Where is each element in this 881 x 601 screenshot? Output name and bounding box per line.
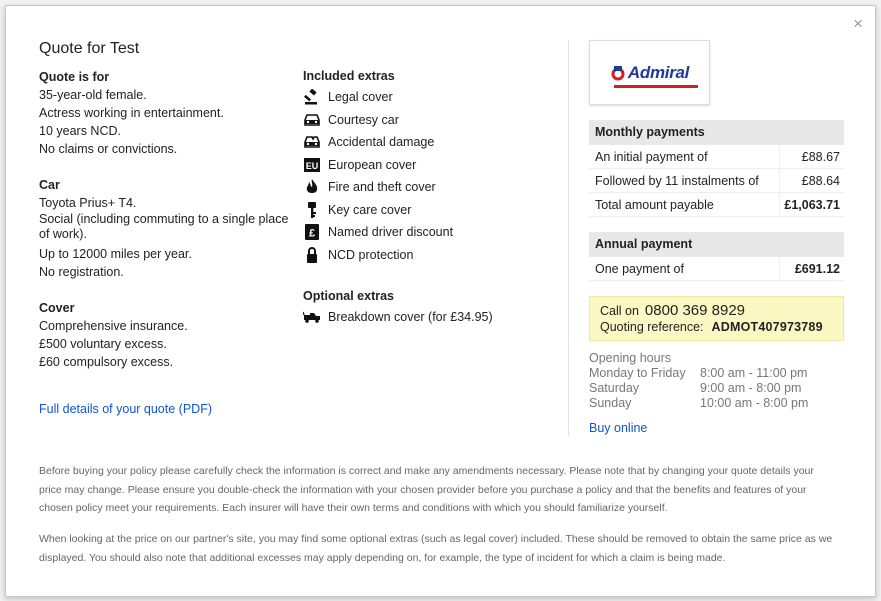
- extra-label: European cover: [328, 157, 417, 172]
- quote-dialog: [5, 5, 876, 597]
- extra-label: NCD protection: [328, 247, 414, 262]
- table-row: [589, 257, 844, 281]
- svg-text:£: £: [308, 227, 316, 240]
- provider-logo: [589, 40, 710, 105]
- optional-extras-section: [303, 288, 553, 329]
- section-heading: Quote is for: [39, 70, 110, 84]
- detail-line: Social (including commuting to a single place of work).: [39, 212, 289, 241]
- pdf-quote-link[interactable]: Full details of your quote (PDF): [39, 402, 212, 416]
- row-label: One payment of: [589, 257, 780, 280]
- car-section: [39, 176, 289, 281]
- table-row: [589, 193, 844, 217]
- extra-label: Breakdown cover (for £34.95): [328, 310, 493, 325]
- quote-details-column: [39, 68, 289, 389]
- table-row: [589, 145, 844, 169]
- provider-name: Admiral: [627, 62, 690, 82]
- logo-underline: [614, 85, 698, 88]
- extra-item: [303, 244, 553, 267]
- call-box: [589, 296, 844, 341]
- hours-day: Sunday: [589, 396, 632, 410]
- call-line: [600, 303, 833, 319]
- detail-line: 35-year-old female.: [39, 88, 147, 102]
- hours-day: Monday to Friday: [589, 366, 686, 380]
- hours-row: [589, 381, 808, 396]
- fire-icon: [303, 179, 321, 195]
- dialog-title: Quote for Test: [39, 40, 140, 57]
- section-heading: Included extras: [303, 69, 395, 83]
- key-icon: [303, 202, 321, 218]
- buy-online-link[interactable]: Buy online: [589, 421, 648, 435]
- section-heading: Car: [39, 178, 60, 192]
- hours-day: Saturday: [589, 381, 640, 395]
- row-value: £1,063.71: [784, 198, 840, 212]
- tow-truck-icon: [303, 309, 321, 325]
- cover-section: [39, 299, 289, 371]
- detail-line: Comprehensive insurance.: [39, 319, 188, 333]
- hours-time: 8:00 am - 11:00 pm: [700, 366, 808, 380]
- pound-icon: [303, 224, 321, 240]
- extra-label: Courtesy car: [328, 112, 399, 127]
- section-heading: Cover: [39, 301, 75, 315]
- detail-line: Up to 12000 miles per year.: [39, 247, 192, 261]
- extra-label: Named driver discount: [328, 225, 454, 240]
- hours-row: [589, 396, 808, 411]
- lock-icon: [303, 247, 321, 263]
- row-value: £88.67: [801, 150, 840, 164]
- eu-icon: [303, 157, 321, 173]
- disclaimer-paragraph: Before buying your policy please carefully check the information is correct and make any amendments necessary. Please note that by changing your quote details your price may change. Please ensure you double-check the information with your chosen provider before you purchase a policy and that the benefits and features of your chosen policy meet your requirements. Each insurer will have their own terms and conditions with which you should familiarize yourself.: [39, 465, 814, 514]
- row-value: £88.64: [801, 174, 840, 188]
- table-heading: Annual payment: [589, 232, 844, 257]
- detail-line: 10 years NCD.: [39, 124, 121, 138]
- extra-label: Key care cover: [328, 202, 412, 217]
- extra-item: [303, 154, 553, 177]
- call-prefix: Call on: [600, 304, 639, 318]
- section-heading: Optional extras: [303, 289, 394, 303]
- admiral-crest-icon: [610, 64, 626, 82]
- table-row: [589, 169, 844, 193]
- hours-row: [589, 366, 808, 381]
- detail-line: £500 voluntary excess.: [39, 337, 167, 351]
- extra-label: Legal cover: [328, 90, 393, 105]
- extra-label: Accidental damage: [328, 135, 435, 150]
- disclaimer-paragraph: When looking at the price on our partner's site, you may find some optional extras (such as legal cover) included. These should be removed to obtain the same price as we displayed. You should also note that additional excesses may apply depending on, for example, the type of incident for which a claim is being made.: [39, 533, 833, 564]
- hours-time: 10:00 am - 8:00 pm: [700, 396, 809, 410]
- detail-line: Actress working in entertainment.: [39, 106, 224, 120]
- extras-column: [303, 68, 553, 329]
- detail-line: £60 compulsory excess.: [39, 355, 174, 369]
- row-value: £691.12: [794, 262, 840, 276]
- annual-payment-table: [589, 232, 844, 281]
- row-label: Total amount payable: [589, 193, 780, 216]
- detail-line: No registration.: [39, 265, 124, 279]
- column-divider: [568, 40, 569, 436]
- quote-is-for-section: [39, 68, 289, 158]
- svg-text:EU: EU: [305, 160, 319, 171]
- extra-item: [303, 109, 553, 132]
- detail-line: No claims or convictions.: [39, 142, 178, 156]
- car-icon: [303, 112, 321, 128]
- extra-item: [303, 131, 553, 154]
- extra-item: [303, 176, 553, 199]
- damaged-car-icon: [303, 134, 321, 150]
- hours-time: 9:00 am - 8:00 pm: [700, 381, 802, 395]
- detail-line: Toyota Prius+ T4.: [39, 196, 137, 210]
- monthly-payments-table: [589, 120, 844, 217]
- gavel-icon: [303, 89, 321, 105]
- table-heading: Monthly payments: [589, 120, 844, 145]
- extra-item: [303, 221, 553, 244]
- extra-item: [303, 199, 553, 222]
- row-label: Followed by 11 instalments of: [589, 169, 780, 192]
- row-label: An initial payment of: [589, 145, 780, 168]
- reference-code: ADMOT407973789: [711, 320, 823, 334]
- extra-item: [303, 86, 553, 109]
- hours-heading: Opening hours: [589, 351, 672, 365]
- opening-hours: [589, 351, 808, 411]
- close-icon[interactable]: ×: [853, 14, 863, 33]
- reference-line: [600, 319, 833, 335]
- extra-label: Fire and theft cover: [328, 180, 436, 195]
- phone-number[interactable]: 0800 369 8929: [644, 302, 746, 319]
- extra-item: [303, 306, 553, 329]
- reference-label: Quoting reference:: [600, 320, 704, 334]
